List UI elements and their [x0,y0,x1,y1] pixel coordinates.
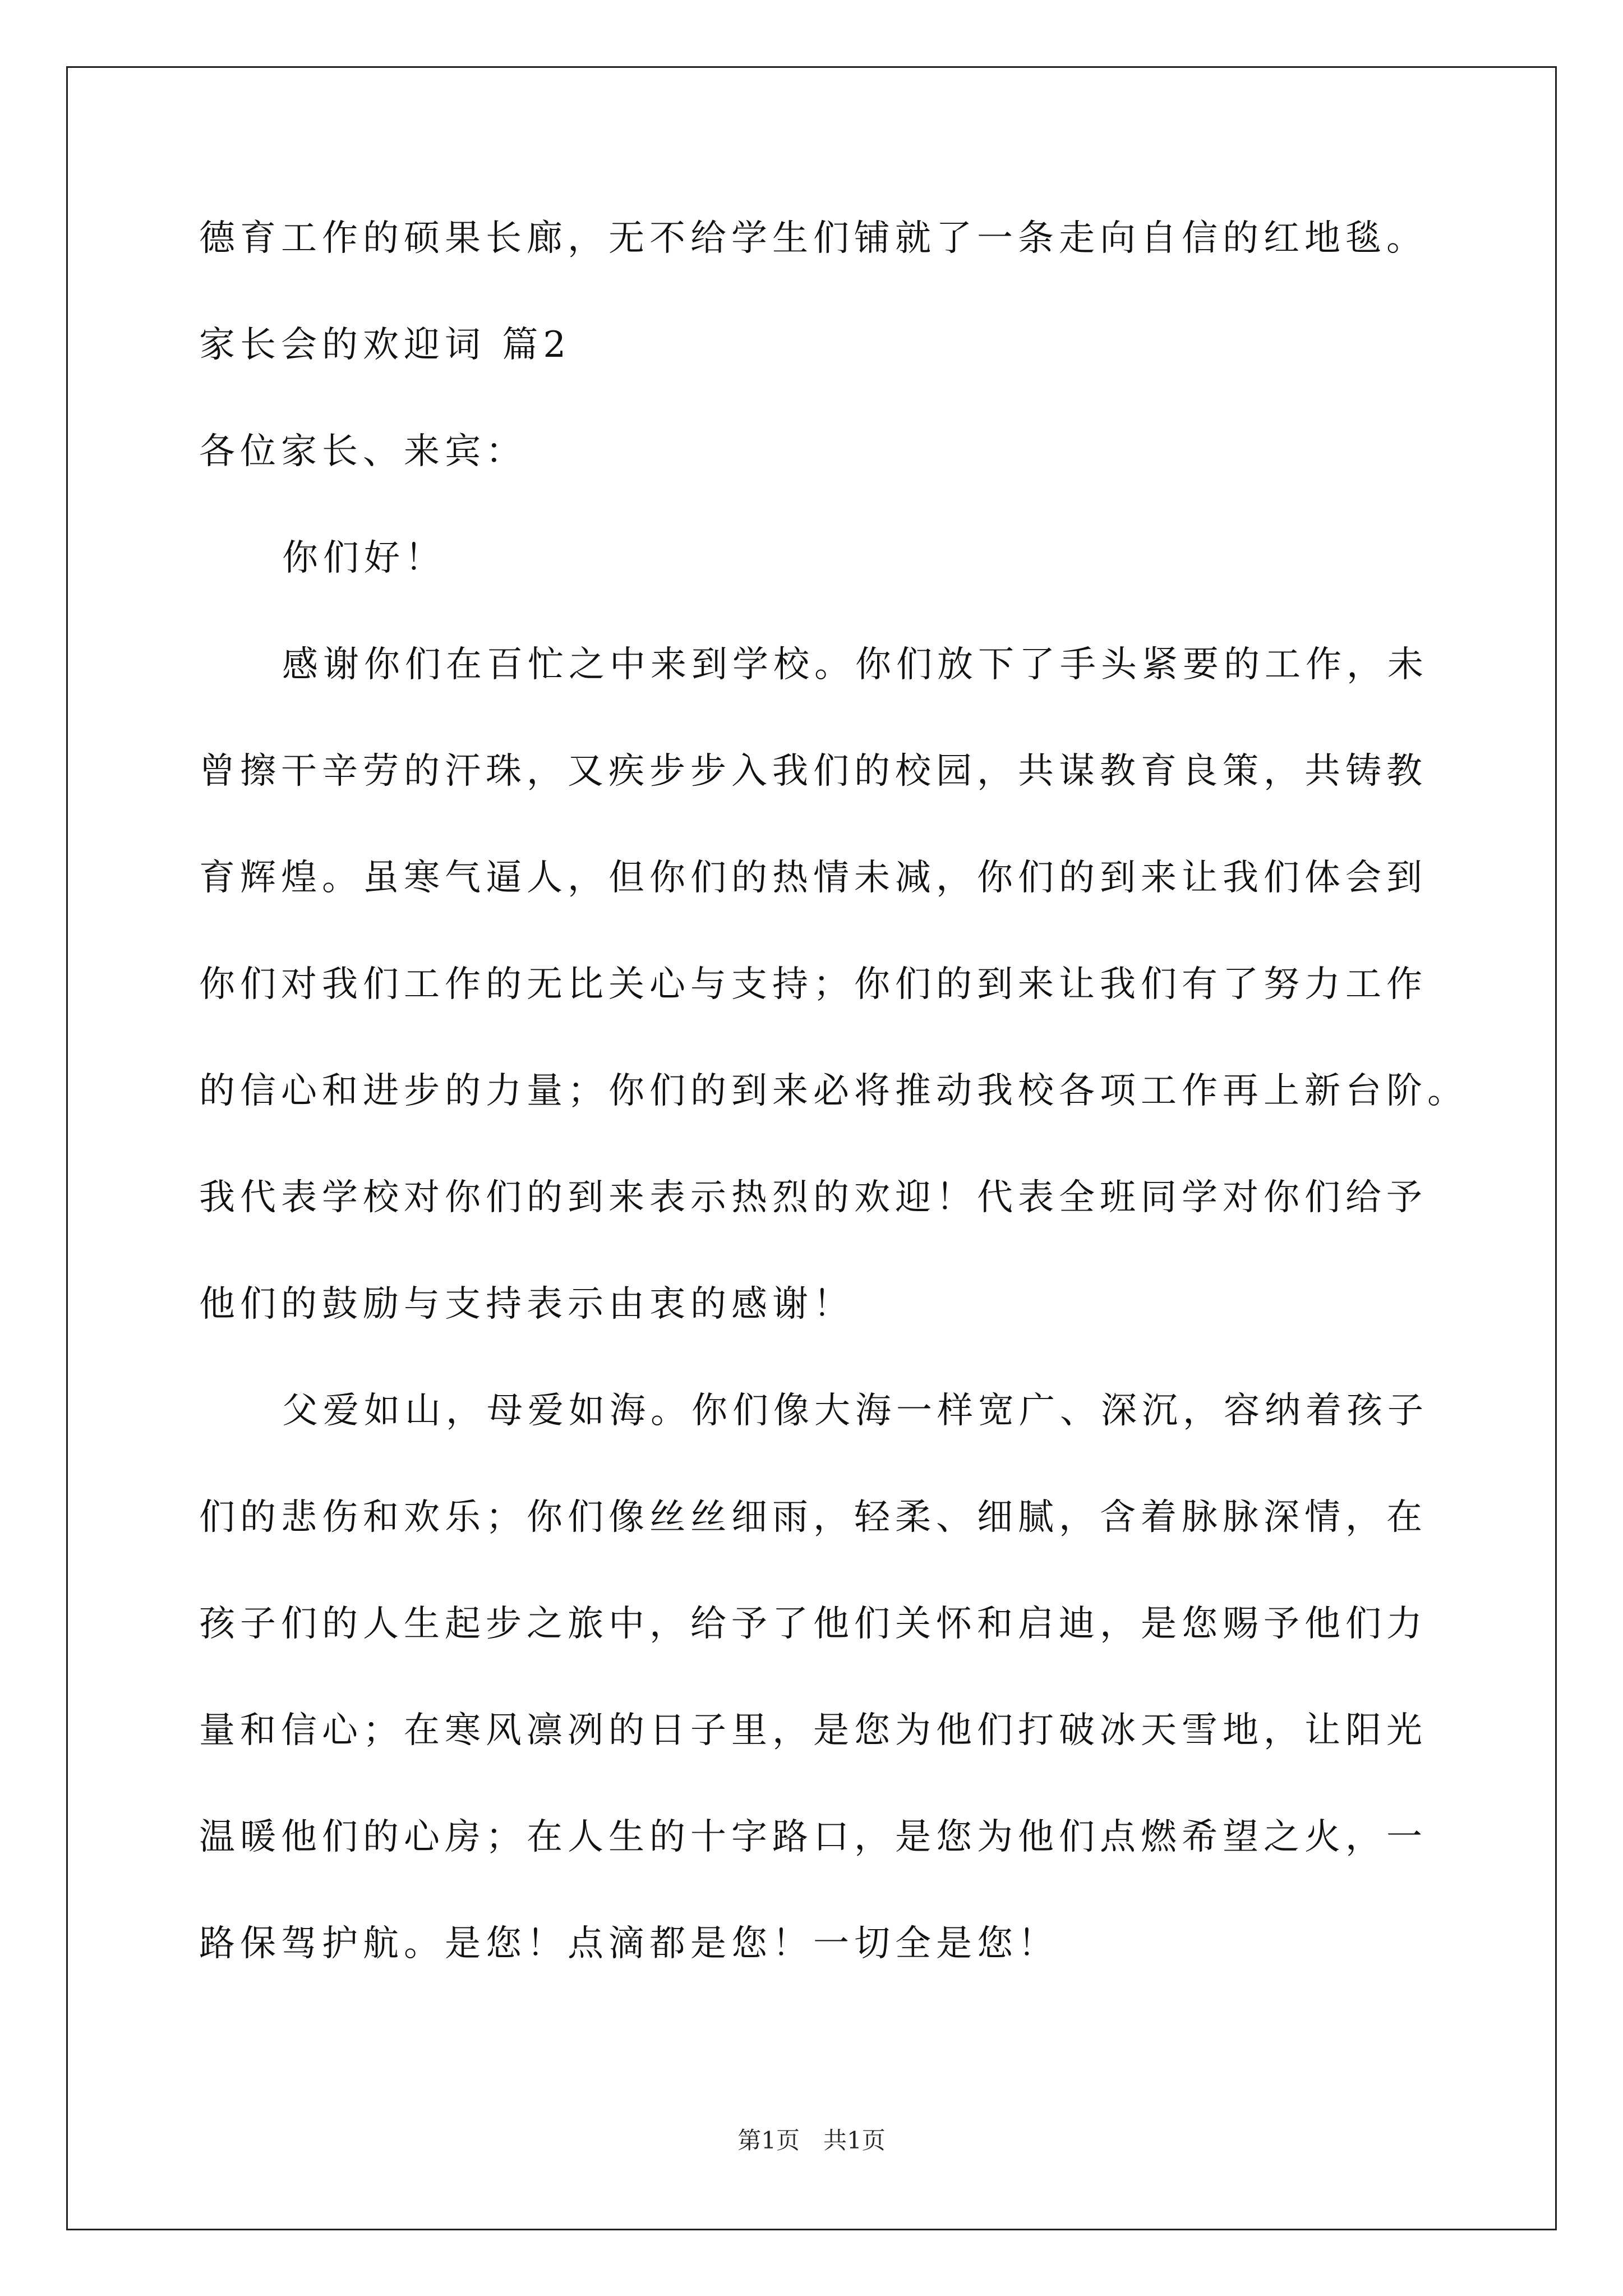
page-number: 第1页 共1页 [737,2127,886,2154]
paragraph-line: 感谢你们在百忙之中来到学校。你们放下了手头紧要的工作，未 [282,644,1428,685]
salutation: 各位家长、来宾： [199,431,527,472]
text-line: 德育工作的硕果长廊，无不给学生们铺就了一条走向自信的红地毯。 [199,218,1427,259]
paragraph-line: 他们的鼓励与支持表示由衷的感谢！ [199,1283,854,1325]
paragraph-line: 曾擦干辛劳的汗珠，又疾步步入我们的校园，共谋教育良策，共铸教 [199,751,1427,792]
paragraph-line: 育辉煌。虽寒气逼人，但你们的热情未减，你们的到来让我们体会到 [199,857,1427,899]
paragraph-line: 路保驾护航。是您！点滴都是您！一切全是您！ [199,1923,1059,1964]
paragraph-line: 孩子们的人生起步之旅中，给予了他们关怀和启迪，是您赐予他们力 [199,1603,1427,1645]
paragraph-line: 你们对我们工作的无比关心与支持；你们的到来让我们有了努力工作 [199,964,1427,1005]
page-frame [66,66,1557,2230]
paragraph-line: 量和信心；在寒风凛冽的日子里，是您为他们打破冰天雪地，让阳光 [199,1710,1427,1751]
paragraph-line: 父爱如山，母爱如海。你们像大海一样宽广、深沉，容纳着孩子 [282,1390,1428,1432]
paragraph-line: 的信心和进步的力量；你们的到来必将推动我校各项工作再上新台阶。 [199,1070,1468,1112]
paragraph-line: 我代表学校对你们的到来表示热烈的欢迎！代表全班同学对你们给予 [199,1177,1427,1218]
paragraph-line: 温暖他们的心房；在人生的十字路口，是您为他们点燃希望之火，一 [199,1816,1427,1858]
section-heading: 家长会的欢迎词 篇2 [199,324,571,366]
greeting: 你们好！ [282,537,446,579]
paragraph-line: 们的悲伤和欢乐；你们像丝丝细雨，轻柔、细腻，含着脉脉深情，在 [199,1497,1427,1538]
